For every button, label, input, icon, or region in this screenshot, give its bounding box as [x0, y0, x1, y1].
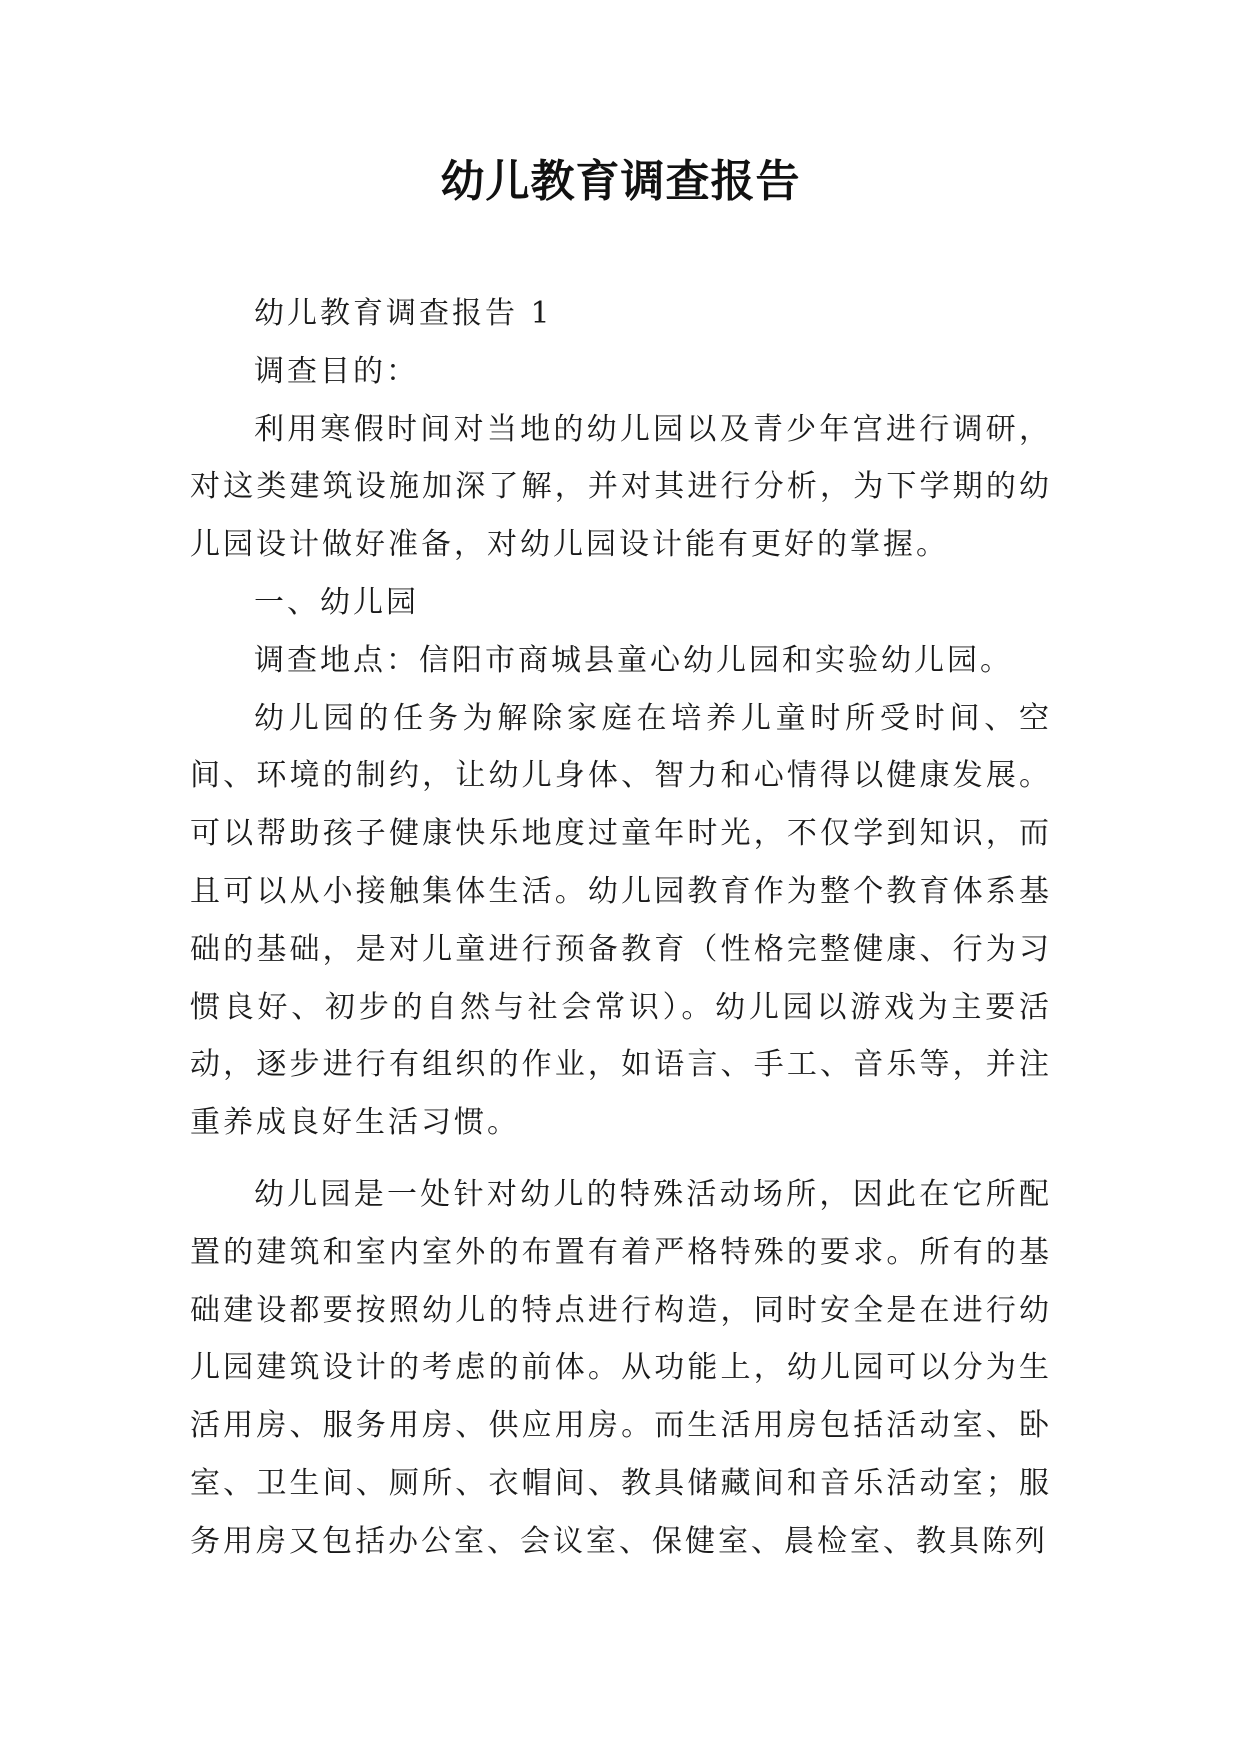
report-subtitle: 幼儿教育调查报告 1 — [254, 296, 553, 331]
document-title: 幼儿教育调查报告 — [440, 156, 801, 207]
section-heading-kindergarten: 一、幼儿园 — [254, 584, 419, 620]
kindergarten-task-paragraph: 幼儿园的任务为解除家庭在培养儿童时所受时间、空间、环境的制约，让幼儿身体、智力和心情得以健康发展。可以帮助孩子健康快乐地度过童年时光，不仅学到知识，而且可以从小接触集体生活。幼儿园教育作为整个教育体系基础的基础，是对儿童进行预备教育（性格完整健康、行为习惯良好、初步的自然与社会常识）。幼儿园以游戏为主要活动，逐步进行有组织的作业，如语言、手工、音乐等，并注重养成良好生活习惯。 — [190, 700, 1052, 1141]
survey-location-paragraph: 调查地点：信阳市商城县童心幼儿园和实验幼儿园。 — [254, 642, 1013, 678]
kindergarten-building-paragraph: 幼儿园是一处针对幼儿的特殊活动场所，因此在它所配置的建筑和室内室外的布置有着严格特殊的要求。所有的基础建设都要按照幼儿的特点进行构造，同时安全是在进行幼儿园建筑设计的考虑的前体。从功能上，幼儿园可以分为生活用房、服务用房、供应用房。而生活用房包括活动室、卧室、卫生间、厕所、衣帽间、教具储藏间和音乐活动室；服务用房又包括办公室、会议室、保健室、晨检室、教具陈列 — [190, 1176, 1052, 1559]
survey-purpose-heading: 调查目的： — [254, 353, 419, 389]
document-body — [190, 285, 1052, 1571]
survey-purpose-paragraph: 利用寒假时间对当地的幼儿园以及青少年宫进行调研，对这类建筑设施加深了解，并对其进行分析，为下学期的幼儿园设计做好准备，对幼儿园设计能有更好的掌握。 — [190, 411, 1052, 563]
